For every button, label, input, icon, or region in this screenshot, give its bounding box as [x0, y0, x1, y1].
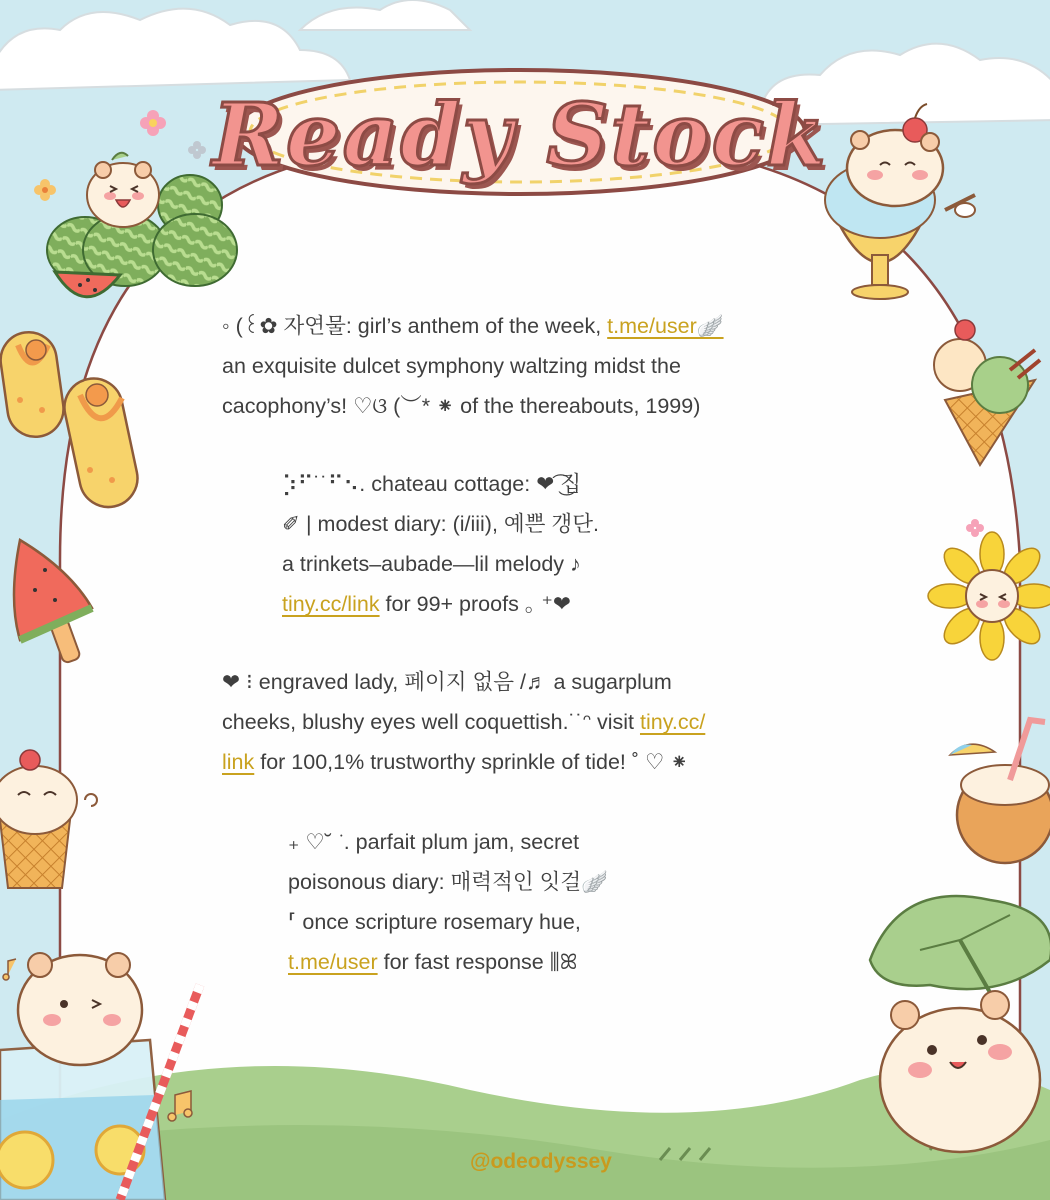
text-block-2	[282, 464, 599, 624]
text-line	[288, 862, 608, 902]
tinycc-link-part-2[interactable]: link	[222, 750, 255, 774]
text-line	[222, 346, 724, 386]
line-text: ₊ ♡˘ ͘ . parfait plum jam, secret	[288, 830, 580, 854]
text-line	[222, 702, 705, 742]
text-line	[288, 902, 608, 942]
tinycc-link[interactable]: tiny.cc/link	[282, 592, 380, 616]
text-line	[282, 544, 599, 584]
tinycc-link-part-1[interactable]: tiny.cc/	[639, 710, 706, 734]
text-line	[222, 662, 705, 702]
line-text: ◦ (꒰✿ 자연물: girl’s anthem of the week,	[222, 314, 608, 338]
line-text: a trinkets–aubade—lil melody ♪	[282, 552, 581, 576]
text-line	[282, 504, 599, 544]
line-text: ✐ | modest diary: (i/iii), 예쁜 갱단.	[282, 512, 599, 536]
line-text: ❤︎ ⁝ engraved lady, 페이지 없음 /♬ a sugarplum	[222, 670, 672, 694]
hamster-icon	[87, 153, 159, 227]
line-text: cheeks, blushy eyes well coquettish.˙˙ᵔ visit	[222, 710, 640, 734]
title-banner	[200, 70, 840, 200]
sunflower-icon	[928, 532, 1050, 660]
line-text: for 100,1% trustworthy sprinkle of tide! ˚ ♡ ⁕	[254, 750, 689, 774]
line-text: cacophony’s! ♡ଓ (︶* ⁕ of the thereabouts, 1999)	[222, 394, 701, 418]
line-text: for 99+ proofs ｡ ⁺❤︎	[379, 592, 571, 616]
line-text: ⡱⠋˙˙⠋⠢. chateau cottage: ❤︎͡ ͜집	[282, 472, 581, 496]
telegram-link[interactable]: t.me/user🪽	[607, 314, 724, 338]
line-text: for fast response ⫼ꕤ	[377, 950, 578, 974]
text-block-4	[288, 822, 608, 982]
text-line	[282, 464, 599, 504]
line-text: poisonous diary: 매력적인 잇걸🪽	[288, 870, 608, 894]
text-line	[282, 584, 599, 624]
text-block-3	[222, 662, 705, 782]
telegram-link[interactable]: t.me/user	[288, 950, 378, 974]
text-line	[288, 822, 608, 862]
text-line	[288, 942, 608, 982]
line-text: an exquisite dulcet symphony waltzing midst the	[222, 354, 681, 378]
text-line	[222, 386, 724, 426]
text-line	[222, 742, 705, 782]
page-title: Ready Stock	[212, 84, 828, 186]
text-block-1	[222, 306, 724, 426]
line-text: ⸢ once scripture rosemary hue,	[288, 910, 581, 934]
author-handle: @odeodyssey	[470, 1150, 612, 1173]
text-line	[222, 306, 724, 346]
